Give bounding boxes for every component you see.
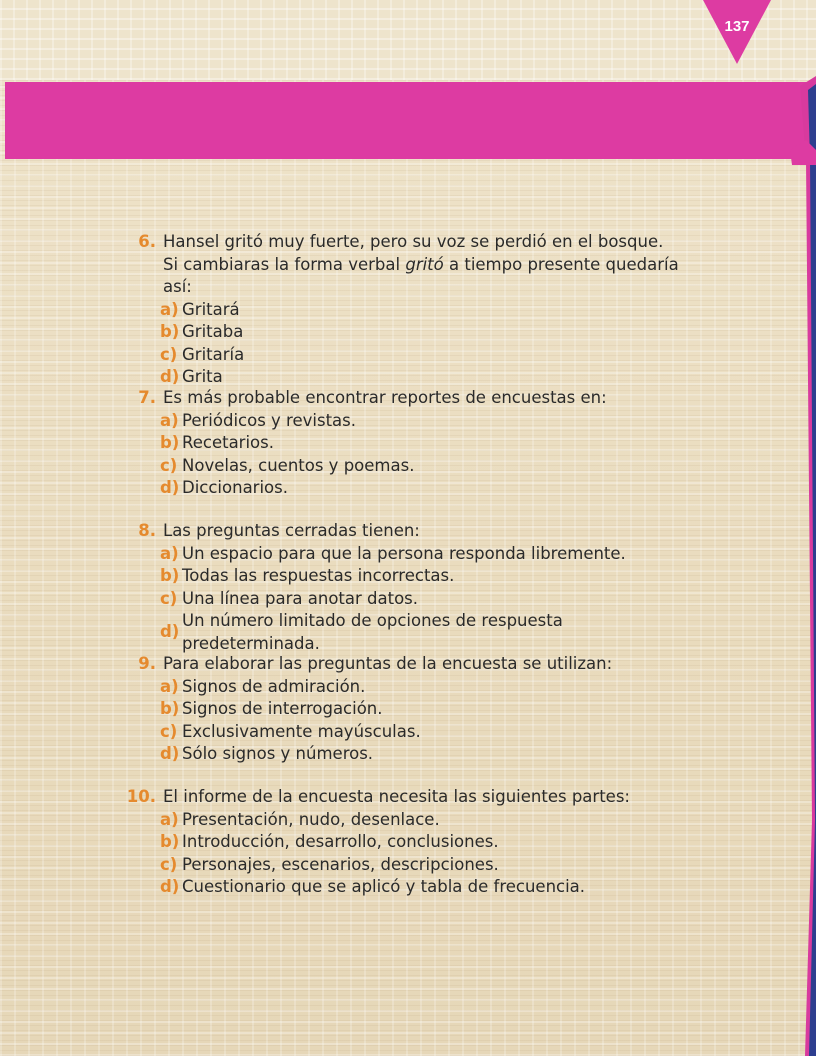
question-text: Las preguntas cerradas tienen: (163, 521, 420, 540)
option-d: d) Sólo signos y números. (160, 744, 374, 763)
option-b: b) Signos de interrogación. (160, 699, 383, 718)
page-number: 137 (724, 18, 750, 35)
question-7 (120, 387, 680, 500)
question-number: 10. (126, 787, 156, 806)
question-text: Hansel gritó muy fuerte, pero su voz se perdió en el bosque. Si cambiaras la forma verbal gritó a tiempo presente quedaría así: (163, 232, 679, 296)
option-a: a) Signos de admiración. (160, 676, 366, 696)
option-d: d) Diccionarios. (160, 478, 288, 497)
option-c: c) Una línea para anotar datos. (160, 588, 419, 608)
option-a: a) Periódicos y revistas. (160, 410, 356, 430)
question-text: Es más probable encontrar reportes de encuestas en: (163, 388, 607, 407)
option-b: b) Introducción, desarrollo, conclusiones. (160, 832, 499, 851)
question-9 (120, 653, 680, 766)
option-d: d) Cuestionario que se aplicó y tabla de frecuencia. (160, 877, 586, 896)
question-number: 9. (138, 654, 156, 673)
question-text: Para elaborar las preguntas de la encuesta se utilizan: (163, 654, 613, 673)
option-d: d) Grita (160, 367, 223, 386)
question-6 (120, 231, 680, 389)
question-text: El informe de la encuesta necesita las siguientes partes: (163, 787, 630, 806)
option-c: c) Gritaría (160, 344, 245, 364)
option-a: a) Un espacio para que la persona responda libremente. (160, 543, 626, 563)
option-c: c) Exclusivamente mayúsculas. (160, 721, 421, 741)
question-number: 8. (138, 521, 156, 540)
option-b: b) Recetarios. (160, 433, 274, 452)
question-number: 6. (138, 232, 156, 251)
question-10 (120, 786, 680, 899)
option-b: b) Gritaba (160, 322, 244, 341)
option-c: c) Personajes, escenarios, descripciones. (160, 854, 499, 874)
question-number: 7. (138, 388, 156, 407)
option-b: b) Todas las respuestas incorrectas. (160, 566, 455, 585)
option-c: c) Novelas, cuentos y poemas. (160, 455, 415, 475)
option-a: a) Gritará (160, 299, 240, 319)
option-a: a) Presentación, nudo, desenlace. (160, 809, 440, 829)
option-d: d) Un número limitado de opciones de respuesta predeterminada. (160, 611, 563, 653)
question-8 (120, 520, 680, 655)
